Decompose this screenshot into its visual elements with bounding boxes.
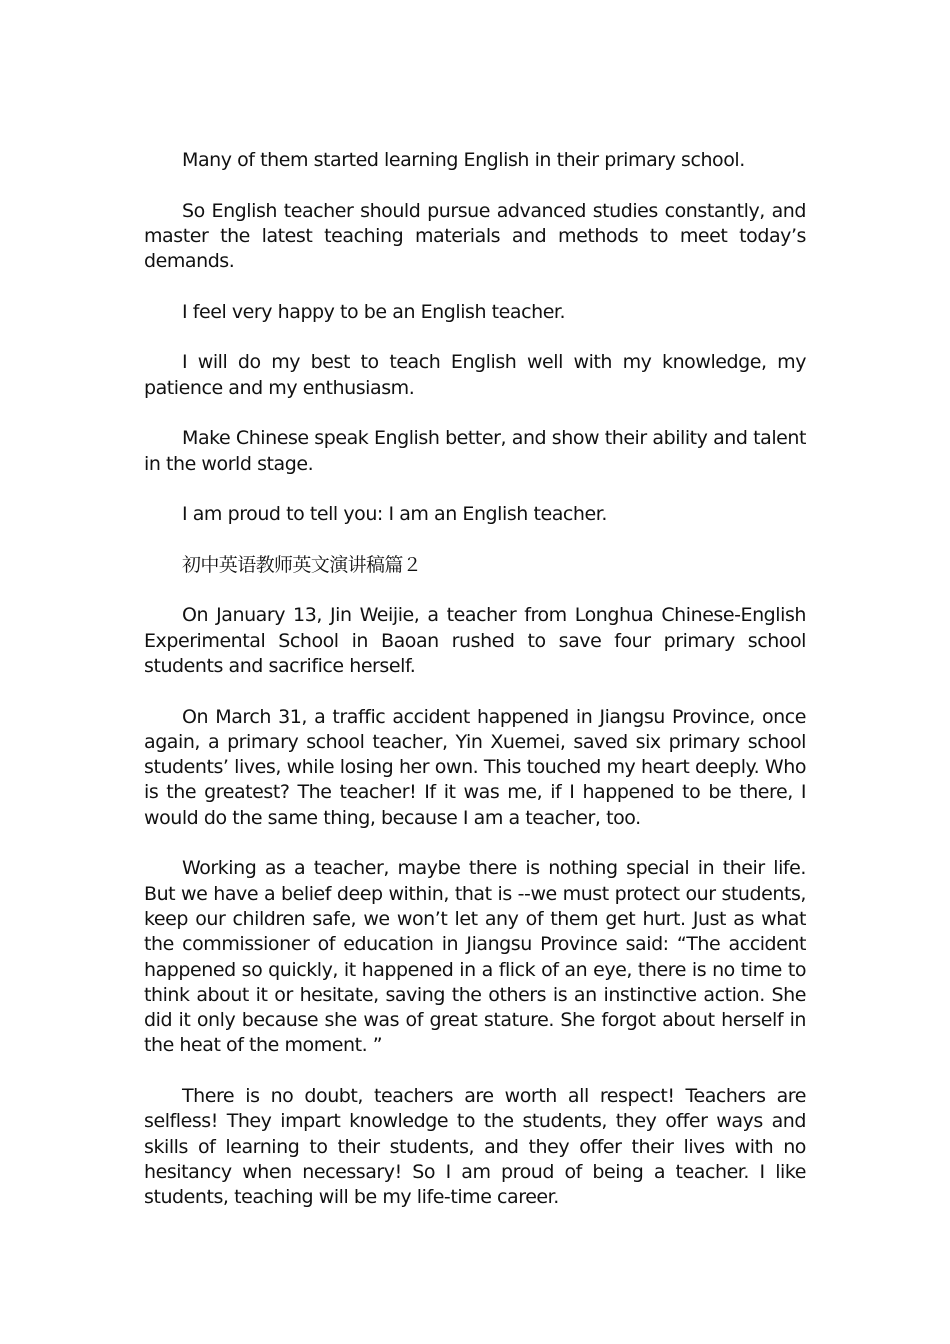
paragraph-9: Working as a teacher, maybe there is nothing special in their life. But we have a belief deep within, that is --we must protect our students, keep our children safe, we won’t let any of them get hurt. Just as what the commissioner of education in Jiangsu Province said: “The accident happened so quickly, it happened in a flick of an eye, there is no time to think about it or hesitate, saving the others is an instinctive action. She did it only because she was of great stature. She forgot about herself in the heat of the moment. ” (144, 857, 806, 1057)
paragraph-1: Many of them started learning English in their primary school. (182, 149, 745, 171)
paragraph-4: I will do my best to teach English well with my knowledge, my patience and my enthusiasm. (144, 351, 806, 399)
paragraph-2: So English teacher should pursue advanced studies constantly, and master the latest teaching materials and methods to meet today’s demands. (144, 199, 806, 273)
document-page (144, 148, 806, 1236)
paragraph-5: Make Chinese speak English better, and show their ability and talent in the world stage. (144, 427, 806, 475)
paragraph-7: On January 13, Jin Weijie, a teacher from Longhua Chinese-English Experimental School in Baoan rushed to save four primary school students and sacrifice herself. (144, 604, 806, 677)
paragraph-8: On March 31, a traffic accident happened in Jiangsu Province, once again, a primary school teacher, Yin Xuemei, saved six primary school students’ lives, while losing her own. This touched my heart deeply. Who is the greatest? The teacher! If it was me, if I happened to be there, I would do the same thing, because I am a teacher, too. (144, 705, 806, 829)
paragraph-3: I feel very happy to be an English teacher. (182, 300, 566, 323)
paragraph-6: I am proud to tell you: I am an English teacher. (182, 503, 607, 526)
section-heading: 初中英语教师英文演讲稿篇２ (182, 553, 422, 576)
paragraph-10: There is no doubt, teachers are worth all respect! Teachers are selfless! They impart knowledge to the students, they offer ways and skills of learning to their students, and they offer their lives with no hesitancy when necessary! So I am proud of being a teacher. I like students, teaching will be my life-time career. (144, 1084, 806, 1209)
